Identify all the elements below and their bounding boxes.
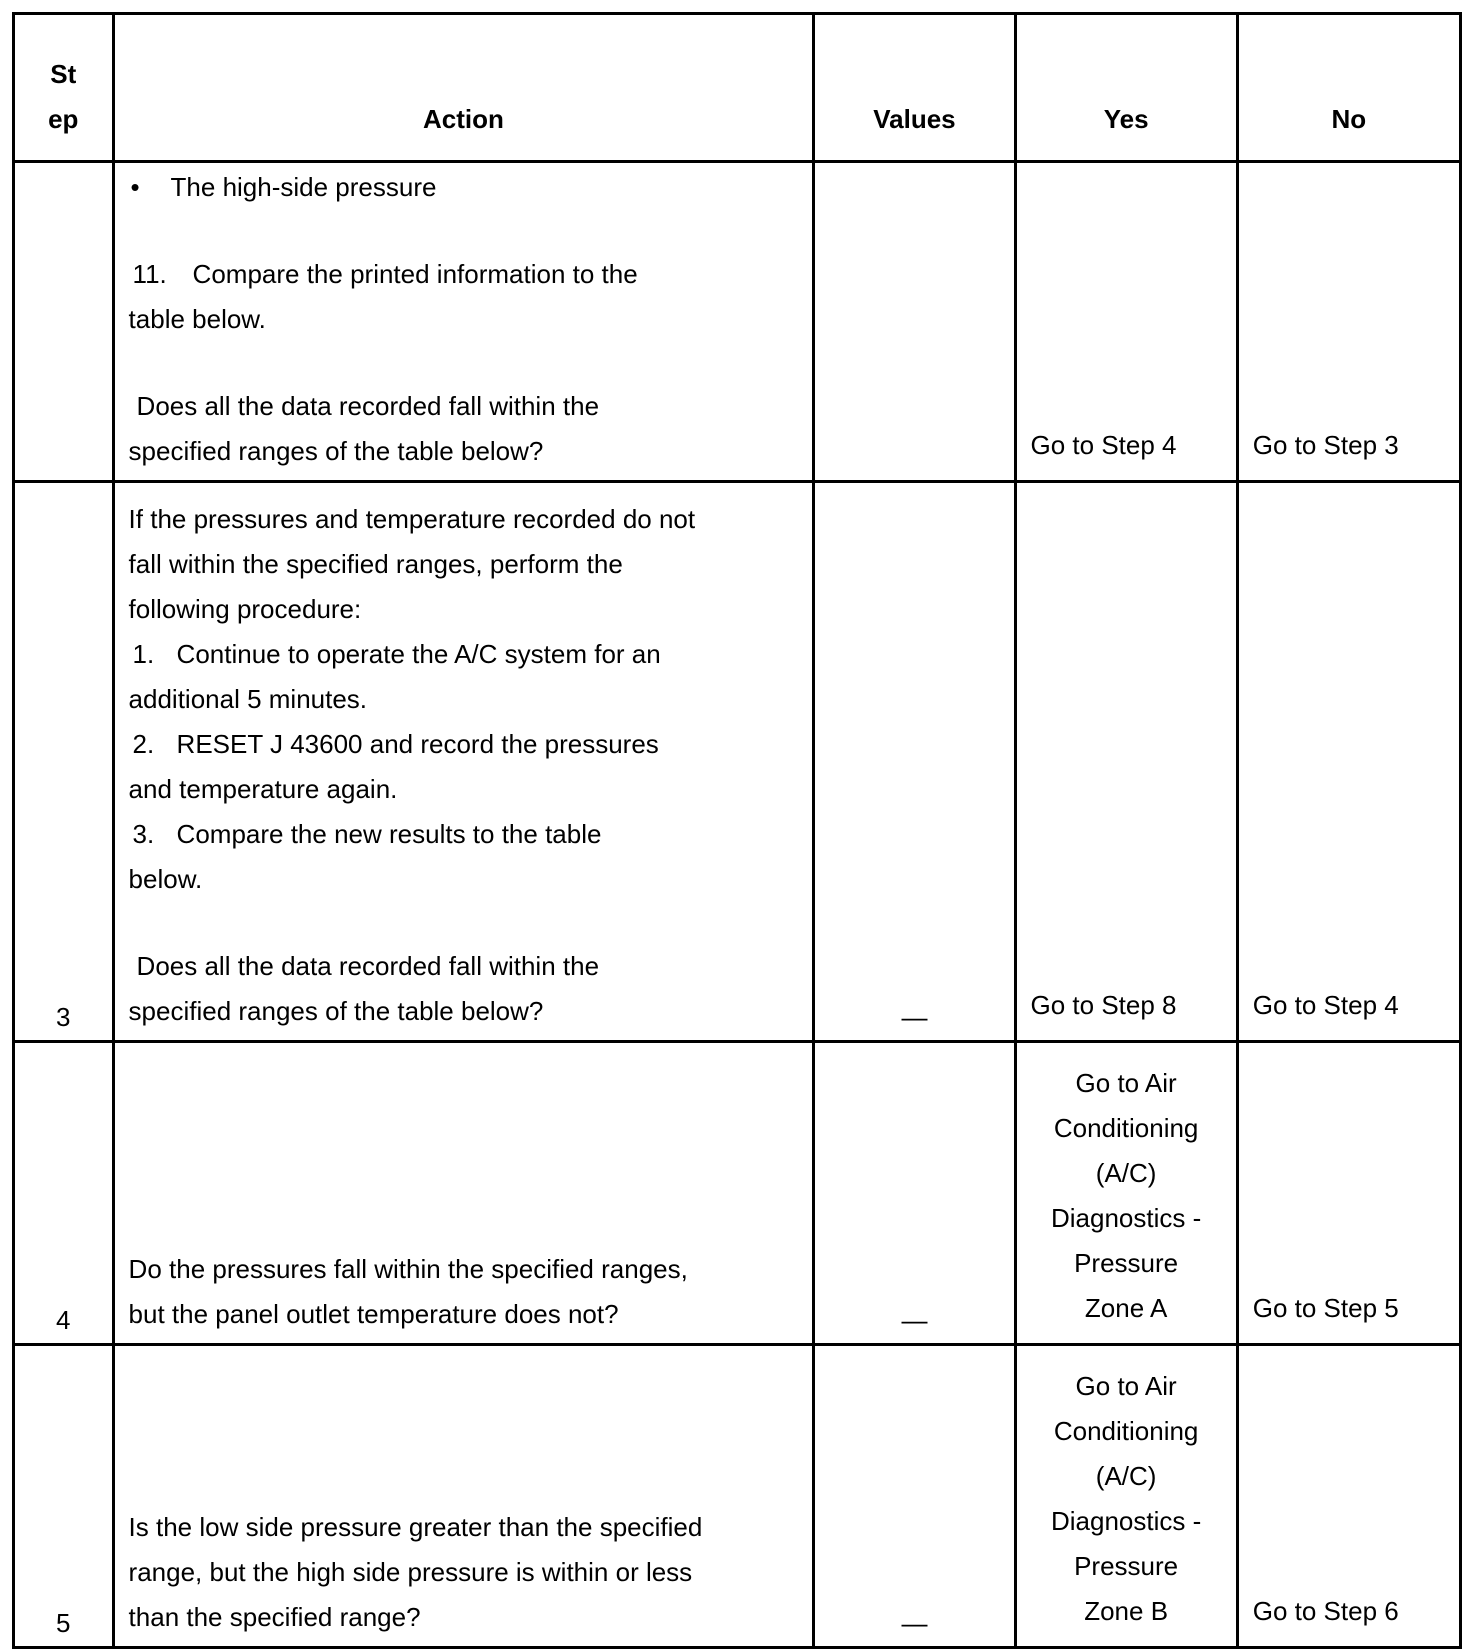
intro-line3: following procedure: (128, 594, 362, 624)
action-line2: but the panel outlet temperature does not? (128, 1299, 619, 1329)
yes-line: Diagnostics - (1050, 1506, 1202, 1536)
yes-line: Zone A (1084, 1293, 1168, 1323)
yes-line: Pressure (1074, 1551, 1179, 1581)
step-item (129, 632, 799, 677)
item-text: Compare the new results to the table (176, 819, 602, 849)
item-text: RESET J 43600 and record the pressures (176, 729, 659, 759)
yes-line: Zone B (1084, 1596, 1169, 1626)
bullet-icon: • (130, 172, 140, 202)
action-cell (113, 1042, 814, 1345)
item-text: Continue to operate the A/C system for an (176, 639, 661, 669)
action-line1: Do the pressures fall within the specified ranges, (128, 1254, 688, 1284)
yes-line: Go to Air (1075, 1371, 1177, 1401)
intro-line2: fall within the specified ranges, perform the (128, 549, 623, 579)
intro-line1: If the pressures and temperature recorded do not (128, 504, 696, 534)
header-step (14, 14, 114, 162)
table-row (14, 162, 1461, 482)
action-line1: Is the low side pressure greater than the specified (128, 1512, 703, 1542)
header-row (14, 14, 1461, 162)
no-cell: Go to Step 4 (1237, 482, 1460, 1042)
values-cell: — (814, 1345, 1015, 1648)
item-text-cont: additional 5 minutes. (128, 684, 368, 714)
yes-line: Conditioning (1053, 1113, 1199, 1143)
yes-line: Pressure (1074, 1248, 1179, 1278)
yes-cell: Go to Step 4 (1015, 162, 1237, 482)
yes-line: (A/C) (1095, 1158, 1157, 1188)
no-cell: Go to Step 5 (1237, 1042, 1460, 1345)
yes-cell (1015, 1345, 1237, 1648)
step-cell (14, 162, 114, 482)
question-line2: specified ranges of the table below? (128, 996, 544, 1026)
step-cell: 4 (14, 1042, 114, 1345)
no-cell: Go to Step 6 (1237, 1345, 1460, 1648)
action-cell (113, 482, 814, 1042)
item-number: 1. (132, 639, 155, 669)
yes-line: Go to Air (1075, 1068, 1177, 1098)
diagnostic-table (12, 12, 1462, 1649)
item-number: 2. (132, 729, 155, 759)
header-action: Action (113, 14, 814, 162)
yes-line: (A/C) (1095, 1461, 1157, 1491)
item-number: 11. (132, 259, 167, 289)
no-cell: Go to Step 3 (1237, 162, 1460, 482)
question-line1: Does all the data recorded fall within the (136, 391, 600, 421)
header-step-line2: ep (48, 104, 79, 134)
step-item (129, 722, 799, 767)
item-text-cont: table below. (128, 304, 266, 334)
action-cell (113, 1345, 814, 1648)
header-step-line1: St (50, 59, 77, 89)
question-line2: specified ranges of the table below? (128, 436, 544, 466)
step-cell: 5 (14, 1345, 114, 1648)
header-yes: Yes (1015, 14, 1237, 162)
item-number: 3. (132, 819, 155, 849)
values-cell: — (814, 1042, 1015, 1345)
values-cell: — (814, 482, 1015, 1042)
item-text-cont: below. (128, 864, 203, 894)
action-line3: than the specified range? (128, 1602, 421, 1632)
step-cell: 3 (14, 482, 114, 1042)
action-cell (113, 162, 814, 482)
yes-cell: Go to Step 8 (1015, 482, 1237, 1042)
yes-line: Conditioning (1053, 1416, 1199, 1446)
values-cell (814, 162, 1015, 482)
yes-line: Diagnostics - (1050, 1203, 1202, 1233)
bullet-text: The high-side pressure (170, 172, 437, 202)
step-item (129, 252, 799, 297)
header-no: No (1237, 14, 1460, 162)
table-row (14, 482, 1461, 1042)
table-row (14, 1345, 1461, 1648)
table-row (14, 1042, 1461, 1345)
header-values: Values (814, 14, 1015, 162)
action-line2: range, but the high side pressure is within or less (128, 1557, 693, 1587)
yes-cell (1015, 1042, 1237, 1345)
item-text-cont: and temperature again. (128, 774, 398, 804)
question-line1: Does all the data recorded fall within the (136, 951, 600, 981)
item-text: Compare the printed information to the (192, 259, 638, 289)
bullet-item (129, 165, 799, 210)
step-item (129, 812, 799, 857)
